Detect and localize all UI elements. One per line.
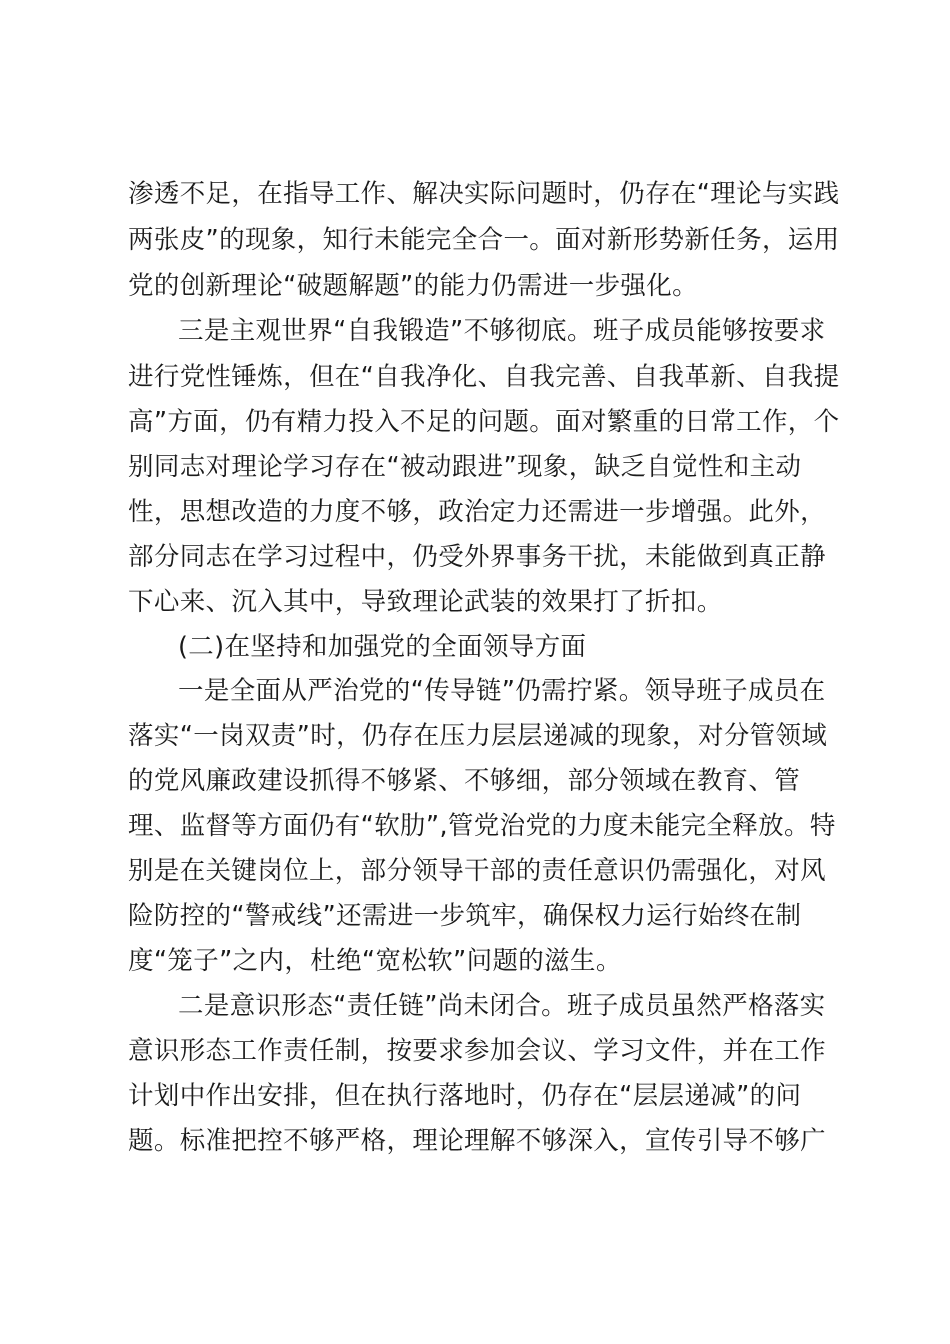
body-text-line: 意识形态工作责任制，按要求参加会议、学习文件，并在工作 (128, 1036, 826, 1066)
body-text-line: 险防控的“警戒线”还需进一步筑牢，确保权力运行始终在制 (128, 901, 802, 931)
body-text-line: 别是在关键岗位上，部分领导干部的责任意识仍需强化，对风 (128, 856, 826, 886)
body-text-line: 落实“一岗双责”时，仍存在压力层层递减的现象，对分管领域 (128, 721, 828, 751)
paragraph-heading-point-one: 一是全面从严治党的“传导链”仍需拧紧。领导班子成员在 (178, 676, 826, 706)
body-text-line: 进行党性锤炼，但在“自我净化、自我完善、自我革新、自我提 (128, 362, 840, 392)
body-text-line: 度“笼子”之内，杜绝“宽松软”问题的滋生。 (128, 946, 622, 976)
paragraph-heading-point-three: 三是主观世界“自我锻造”不够彻底。班子成员能够按要求 (178, 316, 826, 346)
body-text-line: 理、监督等方面仍有“软肋”,管党治党的力度未能完全释放。特 (128, 811, 836, 841)
body-text-line: 部分同志在学习过程中，仍受外界事务干扰，未能做到真正静 (128, 542, 826, 572)
body-text-line: 别同志对理论学习存在“被动跟进”现象，缺乏自觉性和主动 (128, 452, 802, 482)
body-text-line: 计划中作出安排，但在执行落地时，仍存在“层层递减”的问 (128, 1081, 802, 1111)
body-text-line: 党的创新理论“破题解题”的能力仍需进一步强化。 (128, 271, 698, 301)
body-text-line: 的党风廉政建设抓得不够紧、不够细，部分领域在教育、管 (128, 766, 801, 796)
body-text-line: 两张皮”的现象，知行未能完全合一。面对新形势新任务，运用 (128, 225, 840, 255)
section-heading: (二)在坚持和加强党的全面领导方面 (178, 632, 587, 662)
body-text-line: 题。标准把控不够严格，理论理解不够深入，宣传引导不够广 (128, 1126, 826, 1156)
paragraph-heading-point-two: 二是意识形态“责任链”尚未闭合。班子成员虽然严格落实 (178, 991, 826, 1021)
body-text-line: 性，思想改造的力度不够，政治定力还需进一步增强。此外， (128, 497, 826, 527)
body-text-line: 渗透不足，在指导工作、解决实际问题时，仍存在“理论与实践 (128, 179, 840, 209)
body-text-line: 高”方面，仍有精力投入不足的问题。面对繁重的日常工作，个 (128, 407, 840, 437)
body-text-line: 下心来、沉入其中，导致理论武装的效果打了折扣。 (128, 587, 723, 617)
